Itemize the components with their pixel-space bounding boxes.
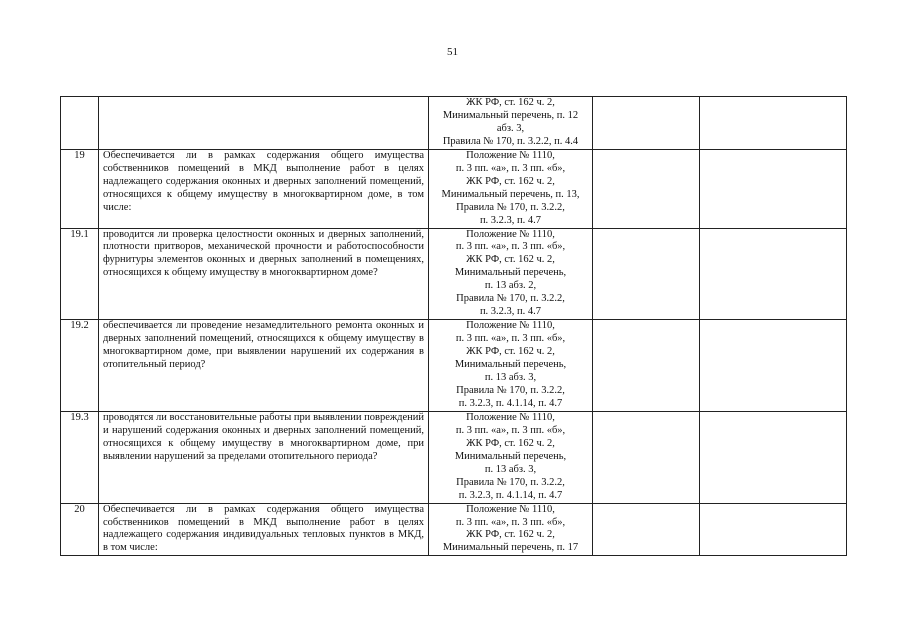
notes-cell[interactable] [700, 97, 847, 150]
requirement-question: обеспечивается ли проведение незамедлительного ремонта оконных и дверных заполнений помещений, относящихся к общему имуществу в многоквартирном доме, при выявлении нарушений их содержания в отопительный период? [99, 320, 429, 412]
reference-line: ЖК РФ, ст. 162 ч. 2, [466, 254, 555, 266]
reference-line: Правила № 170, п. 3.2.2, [456, 476, 565, 488]
reference-line: Положение № 1110, [466, 228, 555, 240]
legal-references [429, 411, 593, 503]
reference-line: Минимальный перечень, [454, 267, 567, 279]
answer-cell[interactable] [593, 149, 700, 228]
notes-cell[interactable] [700, 320, 847, 412]
reference-line: п. 3 пп. «а», п. 3 пп. «б», [455, 241, 566, 253]
item-number: 19 [61, 149, 99, 228]
requirement-question: Обеспечивается ли в рамках содержания общего имущества собственников помещений в МКД выполнение работ в целях надлежащего содержания оконных и дверных заполнений помещений, относящихся к общему имуществу в многоквартирном доме, в том числе: [99, 149, 429, 228]
requirement-question: проводится ли проверка целостности оконных и дверных заполнений, плотности притворов, механической прочности и работоспособности фурнитуры элементов оконных и дверных заполнений в помещениях, относящихся к общему имуществу в многоквартирном доме? [99, 228, 429, 320]
reference-line: п. 3.2.3, п. 4.1.14, п. 4.7 [458, 489, 563, 501]
legal-references [429, 149, 593, 228]
reference-line: Положение № 1110, [466, 503, 555, 515]
answer-cell[interactable] [593, 228, 700, 320]
notes-cell[interactable] [700, 228, 847, 320]
reference-line: п. 3 пп. «а», п. 3 пп. «б», [455, 424, 566, 436]
reference-line: Положение № 1110, [466, 320, 555, 332]
page-number: 51 [447, 46, 458, 58]
reference-line: Минимальный перечень, [454, 450, 567, 462]
reference-line: п. 3.2.3, п. 4.7 [479, 214, 542, 226]
reference-line: ЖК РФ, ст. 162 ч. 2, [466, 529, 555, 541]
reference-line: п. 13 абз. 2, [484, 280, 537, 292]
checklist-table [60, 96, 847, 556]
legal-references [429, 503, 593, 556]
answer-cell[interactable] [593, 320, 700, 412]
reference-line: Правила № 170, п. 3.2.2, [456, 201, 565, 213]
item-number [61, 97, 99, 150]
reference-line: п. 3 пп. «а», п. 3 пп. «б», [455, 516, 566, 528]
notes-cell[interactable] [700, 411, 847, 503]
legal-references [429, 228, 593, 320]
item-number: 19.2 [61, 320, 99, 412]
reference-line: п. 3.2.3, п. 4.1.14, п. 4.7 [458, 397, 563, 409]
item-number: 20 [61, 503, 99, 556]
reference-line: Правила № 170, п. 3.2.2, [456, 384, 565, 396]
reference-line: п. 13 абз. 3, [484, 372, 537, 384]
answer-cell[interactable] [593, 97, 700, 150]
reference-line: п. 3 пп. «а», п. 3 пп. «б», [455, 162, 566, 174]
requirement-question: Обеспечивается ли в рамках содержания общего имущества собственников помещений в МКД выполнение работ в целях надлежащего содержания индивидуальных тепловых пунктов в МКД, в том числе: [99, 503, 429, 556]
requirement-question: проводятся ли восстановительные работы при выявлении повреждений и нарушений содержания оконных и дверных заполнений помещений, относящихся к общему имуществу в многоквартирном доме, при выявлении нарушений за пределами отопительного периода? [99, 411, 429, 503]
reference-line: Минимальный перечень, п. 17 [442, 542, 579, 554]
reference-line: п. 3.2.3, п. 4.7 [479, 306, 542, 318]
item-number: 19.1 [61, 228, 99, 320]
reference-line: Минимальный перечень, [454, 359, 567, 371]
answer-cell[interactable] [593, 411, 700, 503]
notes-cell[interactable] [700, 503, 847, 556]
legal-references [429, 320, 593, 412]
requirement-question [99, 97, 429, 150]
notes-cell[interactable] [700, 149, 847, 228]
reference-line: ЖК РФ, ст. 162 ч. 2, [466, 175, 555, 187]
reference-line: Правила № 170, п. 3.2.2, [456, 293, 565, 305]
table-row [61, 228, 847, 320]
reference-line: ЖК РФ, ст. 162 ч. 2, [466, 97, 555, 108]
table-row [61, 97, 847, 150]
reference-line: Минимальный перечень, п. 13, [441, 188, 580, 200]
reference-line: п. 3 пп. «а», п. 3 пп. «б», [455, 333, 566, 345]
table-row [61, 320, 847, 412]
reference-line: ЖК РФ, ст. 162 ч. 2, [466, 346, 555, 358]
reference-line: п. 13 абз. 3, [484, 463, 537, 475]
answer-cell[interactable] [593, 503, 700, 556]
reference-line: ЖК РФ, ст. 162 ч. 2, [466, 437, 555, 449]
reference-line: абз. 3, [496, 122, 525, 134]
reference-line: Положение № 1110, [466, 411, 555, 423]
legal-references [429, 97, 593, 150]
table-row [61, 411, 847, 503]
reference-line: Минимальный перечень, п. 12 [442, 109, 579, 121]
table-row [61, 149, 847, 228]
item-number: 19.3 [61, 411, 99, 503]
reference-line: Положение № 1110, [466, 149, 555, 161]
reference-line: Правила № 170, п. 3.2.2, п. 4.4 [442, 135, 579, 147]
table-row [61, 503, 847, 556]
